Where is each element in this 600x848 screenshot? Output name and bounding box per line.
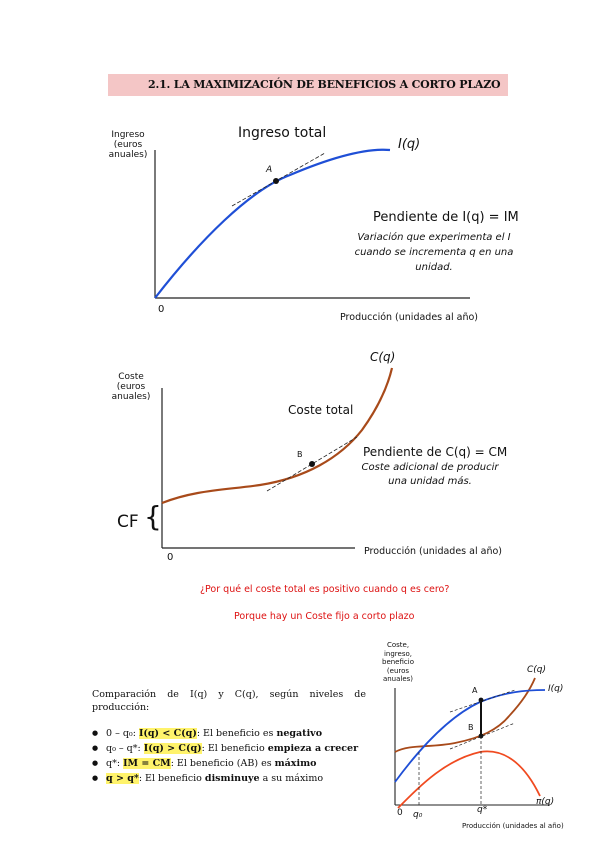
fig3-y-label-2: ingreso, xyxy=(383,649,412,658)
point-b xyxy=(309,461,315,467)
fig1-y-label xyxy=(100,130,156,160)
item-emphasis: empieza a crecer xyxy=(267,743,359,754)
comparison-item xyxy=(92,726,372,741)
fig2-y-label-2: (euros xyxy=(116,382,146,392)
fig2-y-label-3: anuales) xyxy=(111,392,151,402)
item-text: : El beneficio xyxy=(138,773,205,784)
item-emphasis: máximo xyxy=(274,758,317,769)
qstar-label: q* xyxy=(477,805,488,815)
item-condition: I(q) < C(q) xyxy=(138,728,197,739)
fig2-slope-title: Pendiente de C(q) = CM xyxy=(363,445,508,459)
comparison-item xyxy=(92,756,372,771)
fig1-x-label: Producción (unidades al año) xyxy=(340,312,478,323)
point-a xyxy=(273,178,279,184)
item-range: q*: xyxy=(106,758,121,769)
q0-label: q₀ xyxy=(413,810,423,820)
point-b-label: B xyxy=(297,450,303,459)
item-condition: I(q) > C(q) xyxy=(143,743,202,754)
fig3-y-label-3: beneficio xyxy=(382,658,414,666)
fig3-y-label xyxy=(372,641,424,684)
cost-curve-label: C(q) xyxy=(370,350,396,364)
point-a-label: A xyxy=(266,165,273,175)
item-emphasis: negativo xyxy=(276,728,323,739)
item-text: : El beneficio xyxy=(201,743,268,754)
item-range: 0 – q₀: xyxy=(106,728,136,739)
fig2-title: Coste total xyxy=(288,403,354,417)
comparison-list xyxy=(92,726,372,786)
item-text: : El beneficio (AB) es xyxy=(170,758,275,769)
item-condition: IM = CM xyxy=(123,758,171,769)
fig2-slope-line-1: Coste adicional de producir xyxy=(361,462,499,473)
fig1-slope-line-3: unidad. xyxy=(415,262,453,273)
fixed-cost-brace: { xyxy=(144,500,162,533)
fig1-y-label-2: (euros xyxy=(113,140,143,150)
item-condition: q > q* xyxy=(106,773,139,784)
section-title: 2.1. LA MAXIMIZACIÓN DE BENEFICIOS A CORTO PLAZO xyxy=(148,78,501,91)
fig2-x-label: Producción (unidades al año) xyxy=(364,546,502,557)
question-text: ¿Por qué el coste total es positivo cuando q es cero? xyxy=(200,584,450,595)
fig3-point-a-label: A xyxy=(472,686,478,695)
fig1-slope-line-1: Variación que experimenta el I xyxy=(357,232,511,243)
fig3-cost-label: C(q) xyxy=(527,665,547,675)
fig3-origin: 0 xyxy=(397,808,403,818)
revenue-curve-label: I(q) xyxy=(398,137,421,152)
fig1-y-label-1: Ingreso xyxy=(111,130,145,140)
fig2-origin: 0 xyxy=(167,552,174,563)
item-tail: a su máximo xyxy=(259,773,324,784)
fig2-slope-line-2: una unidad más. xyxy=(388,476,472,487)
fig1-slope-desc xyxy=(334,230,534,275)
fig3-y-label-5: anuales) xyxy=(382,675,414,683)
fig2-y-label xyxy=(103,372,159,402)
fig2-y-label-1: Coste xyxy=(118,372,144,382)
fig3-point-b-label: B xyxy=(468,723,474,732)
fixed-cost-label: CF xyxy=(117,512,139,532)
fig1-title: Ingreso total xyxy=(238,125,327,141)
profit-label: π(q) xyxy=(536,797,555,807)
fig3-cost-curve xyxy=(395,678,535,752)
comparison-item xyxy=(92,741,372,756)
fig3-y-label-1: Coste, xyxy=(386,641,410,649)
comparison-item xyxy=(92,771,372,786)
fig1-origin: 0 xyxy=(158,304,165,315)
tangent-b xyxy=(450,723,515,749)
comparison-intro: Comparación de I(q) y C(q), según niveles de producción: xyxy=(92,689,366,713)
fig1-slope-title: Pendiente de I(q) = IM xyxy=(373,210,519,225)
fig1-slope-line-2: cuando se incrementa q en una xyxy=(354,247,514,258)
item-emphasis: disminuye xyxy=(204,773,260,784)
fig2-slope-desc xyxy=(340,461,520,489)
answer-text: Porque hay un Coste fijo a corto plazo xyxy=(234,611,415,622)
revenue-curve xyxy=(155,150,390,298)
fig3-revenue-label: I(q) xyxy=(548,684,564,694)
fig3-y-label-4: (euros xyxy=(386,666,410,675)
item-range: q₀ – q*: xyxy=(106,743,141,754)
fig1-y-label-3: anuales) xyxy=(108,150,148,160)
fig3-x-label: Producción (unidades al año) xyxy=(462,822,564,830)
item-text: : El beneficio es xyxy=(196,728,277,739)
